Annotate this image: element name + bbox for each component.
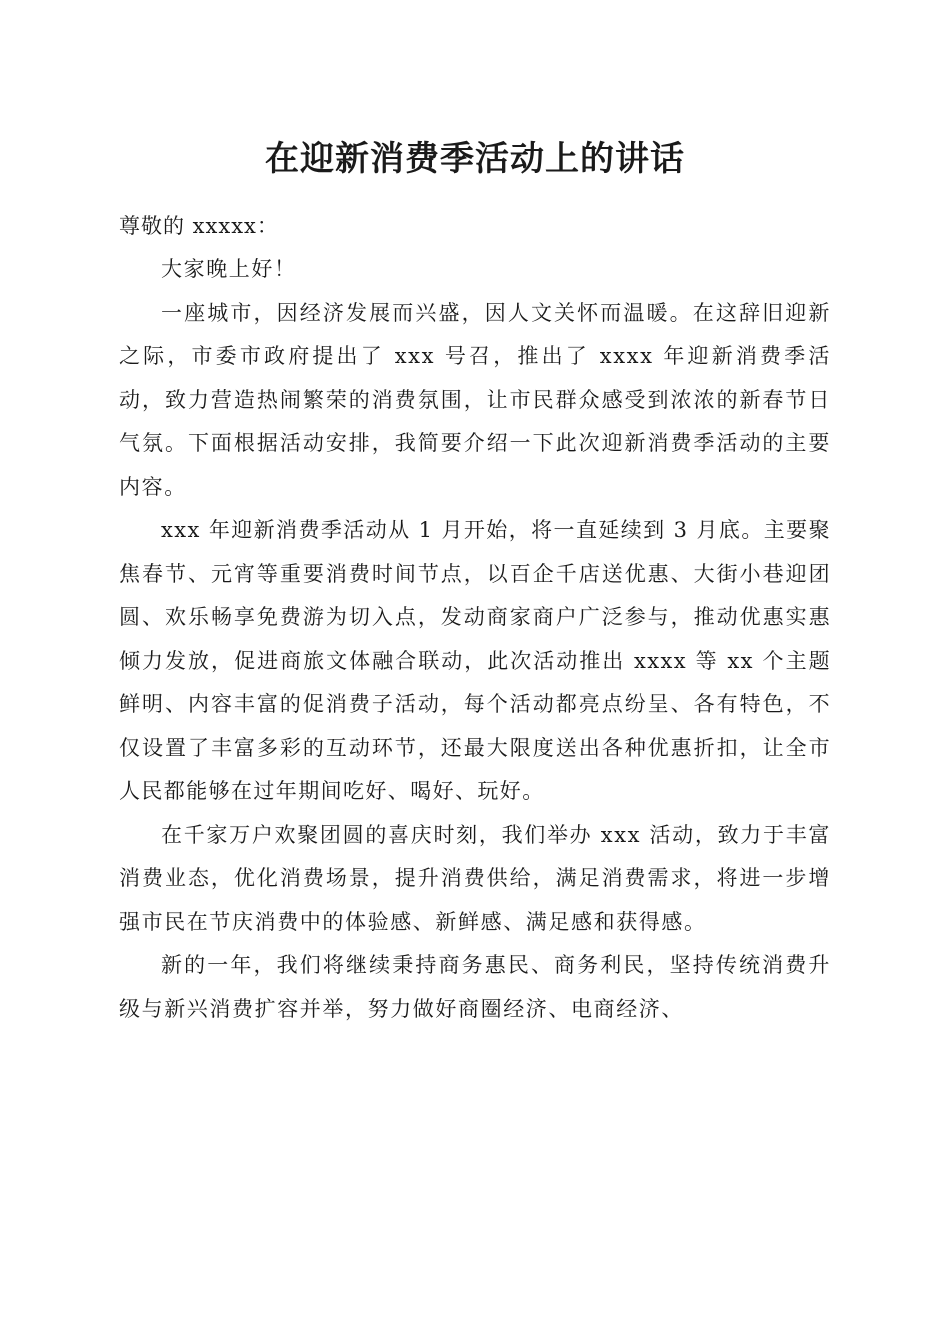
paragraph-greeting: 大家晚上好！ [161, 257, 297, 281]
paragraph-intro: 一座城市，因经济发展而兴盛，因人文关怀而温暖。在这辞旧迎新之际，市委市政府提出了 xxx 号召，推出了 xxxx 年迎新消费季活动，致力营造热闹繁荣的消费氛围，让市民群众感受到浓浓的新春节日气氛。下面根据活动安排，我简要介绍一下此次迎新消费季活动的主要内容。 [119, 300, 831, 499]
paragraph-festival: 在千家万户欢聚团圆的喜庆时刻，我们举办 xxx 活动，致力于丰富消费业态，优化消费场景，提升消费供给，满足消费需求，将进一步增强市民在节庆消费中的体验感、新鲜感、满足感和获得感。 [119, 822, 831, 934]
salutation: 尊敬的 xxxxx： [119, 214, 279, 238]
document-title: 在迎新消费季活动上的讲话 [265, 139, 685, 179]
paragraph-new-year: 新的一年，我们将继续秉持商务惠民、商务利民，坚持传统消费升级与新兴消费扩容并举，努力做好商圈经济、电商经济、 [119, 953, 831, 1021]
paragraph-activities: xxx 年迎新消费季活动从 1 月开始，将一直延续到 3 月底。主要聚焦春节、元宵等重要消费时间节点，以百企千店送优惠、大街小巷迎团圆、欢乐畅享免费游为切入点，发动商家商户广泛参与，推动优惠实惠倾力发放，促进商旅文体融合联动，此次活动推出 xxxx 等 xx 个主题鲜明、内容丰富的促消费子活动，每个活动都亮点纷呈、各有特色，不仅设置了丰富多彩的互动环节，还最大限度送出各种优惠折扣，让全市人民都能够在过年期间吃好、喝好、玩好。 [119, 518, 831, 803]
document-body [119, 205, 831, 1031]
